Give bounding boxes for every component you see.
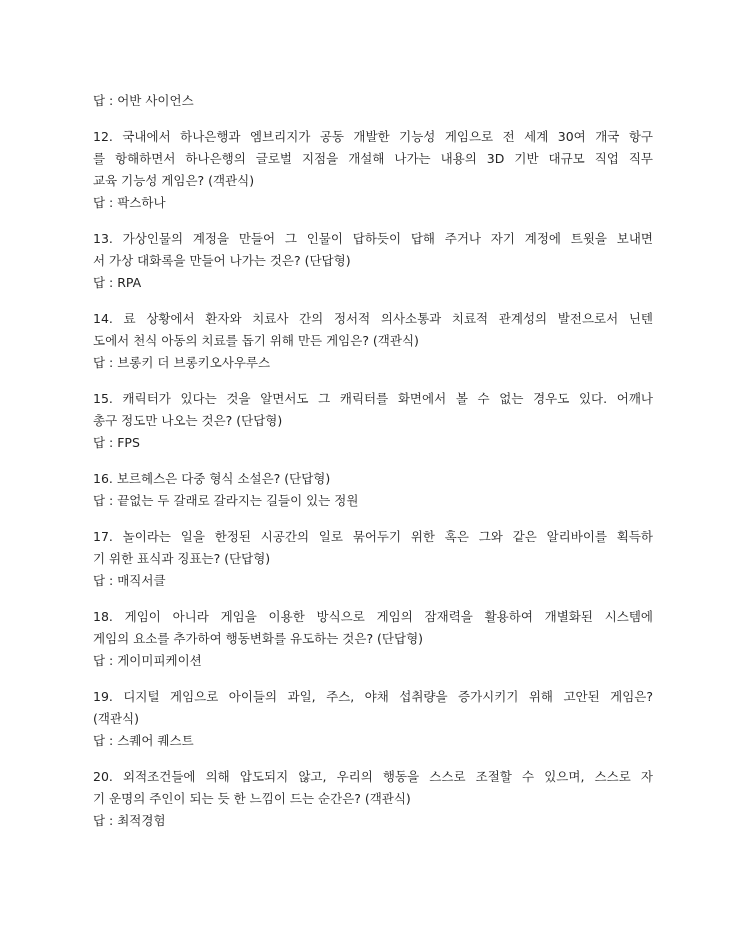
answer-line: 답 : 브롱키 더 브롱키오사우루스 xyxy=(93,355,271,370)
question-block xyxy=(93,526,653,592)
question-line: 13. 가상인물의 계정을 만들어 그 인물이 답하듯이 답해 주거나 자기 계정에 트윗을 보내면 xyxy=(93,231,653,246)
question-line: 를 항해하면서 하나은행의 글로벌 지점을 개설해 나가는 내용의 3D 기반 대규모 직업 직무 xyxy=(93,151,653,166)
question-line: 기 운명의 주인이 되는 듯 한 느낌이 드는 순간은? (객관식) xyxy=(93,791,411,806)
question-block xyxy=(93,606,653,672)
document-body xyxy=(93,90,653,832)
question-line: 18. 게임이 아니라 게임을 이용한 방식으로 게임의 잠재력을 활용하여 개별화된 시스템에 xyxy=(93,609,653,624)
question-line: 교육 기능성 게임은? (객관식) xyxy=(93,173,255,188)
question-block xyxy=(93,468,653,512)
answer-line: 답 : RPA xyxy=(93,275,142,290)
question-line: 16. 보르헤스은 다중 형식 소설은? (단답형) xyxy=(93,471,331,486)
question-block xyxy=(93,388,653,454)
answer-line: 답 : 스퀘어 퀘스트 xyxy=(93,733,194,748)
answer-line: 답 : 최적경험 xyxy=(93,813,166,828)
question-line: (객관식) xyxy=(93,711,139,726)
answer-line: 답 : 끝없는 두 갈래로 갈라지는 길들이 있는 정원 xyxy=(93,493,359,508)
question-line: 도에서 천식 아동의 치료를 돕기 위해 만든 게임은? (객관식) xyxy=(93,333,419,348)
question-line: 12. 국내에서 하나은행과 엠브리지가 공동 개발한 기능성 게임으로 전 세계 30여 개국 항구 xyxy=(93,129,653,144)
question-line: 게임의 요소를 추가하여 행동변화를 유도하는 것은? (단답형) xyxy=(93,631,424,646)
question-block xyxy=(93,686,653,752)
question-block xyxy=(93,766,653,832)
question-line: 총구 정도만 나오는 것은? (단답형) xyxy=(93,413,283,428)
question-line: 기 위한 표식과 징표는? (단답형) xyxy=(93,551,271,566)
answer-line: 답 : FPS xyxy=(93,435,140,450)
question-line: 14. 료 상황에서 환자와 치료사 간의 정서적 의사소통과 치료적 관계성의 발전으로서 닌텐 xyxy=(93,311,653,326)
question-line: 20. 외적조건들에 의해 압도되지 않고, 우리의 행동을 스스로 조절할 수 있으며, 스스로 자 xyxy=(93,769,653,784)
question-line: 19. 디지털 게임으로 아이들의 과일, 주스, 야채 섭취량을 증가시키기 위해 고안된 게임은? xyxy=(93,689,653,704)
answer-line: 답 : 매직서클 xyxy=(93,573,166,588)
question-block xyxy=(93,126,653,214)
question-line: 17. 놀이라는 일을 한정된 시공간의 일로 묶어두기 위한 혹은 그와 같은 알리바이를 획득하 xyxy=(93,529,653,544)
question-block xyxy=(93,228,653,294)
answer-line: 답 : 어반 사이언스 xyxy=(93,93,194,108)
question-line: 15. 캐릭터가 있다는 것을 알면서도 그 캐릭터를 화면에서 볼 수 없는 경우도 있다. 어깨나 xyxy=(93,391,653,406)
answer-line: 답 : 팍스하나 xyxy=(93,195,166,210)
question-block xyxy=(93,90,653,112)
question-line: 서 가상 대화록을 만들어 나가는 것은? (단답형) xyxy=(93,253,351,268)
question-block xyxy=(93,308,653,374)
answer-line: 답 : 게이미피케이션 xyxy=(93,653,202,668)
